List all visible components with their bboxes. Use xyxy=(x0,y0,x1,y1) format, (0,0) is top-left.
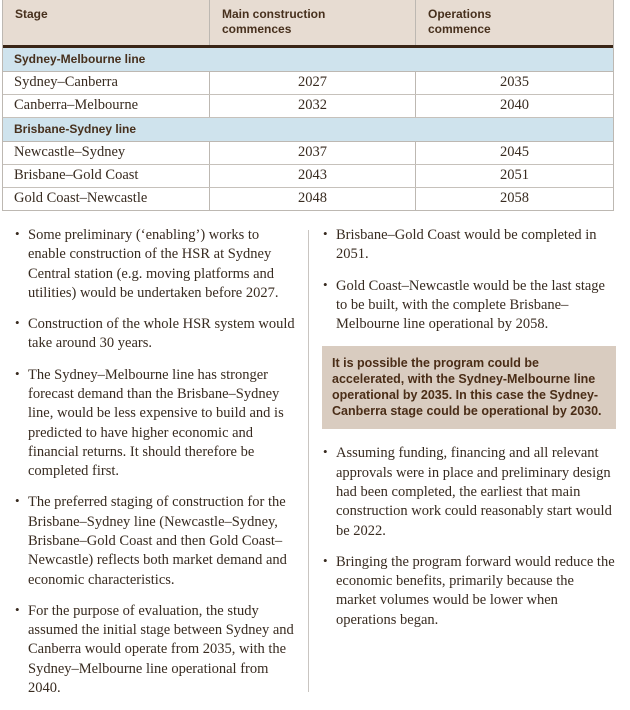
operations-year-cell: 2040 xyxy=(415,95,613,117)
column-header-operations: Operations commence xyxy=(415,0,613,45)
section-header-sydney-melbourne: Sydney-Melbourne line xyxy=(3,48,613,72)
table-row xyxy=(3,72,613,95)
construction-year-cell: 2037 xyxy=(209,142,415,164)
bullet-item: • The Sydney–Melbourne line has stronger forecast demand than the Brisbane–Sydney line, would be less expensive to build and is predicted to have higher economic and financial returns. It should therefore be completed first. xyxy=(14,366,298,482)
stage-cell: Gold Coast–Newcastle xyxy=(14,190,148,206)
table-row xyxy=(3,142,613,165)
right-bullet-list-bottom xyxy=(322,444,616,630)
bullet-item: • Bringing the program forward would reduce the economic benefits, primarily because the market volumes would be lower when operations began. xyxy=(322,553,616,630)
table-row xyxy=(3,188,613,210)
left-bullet-list xyxy=(14,226,298,698)
column-header-construction: Main construction commences xyxy=(209,0,415,45)
construction-year-cell: 2048 xyxy=(209,188,415,210)
bullet-item: • Gold Coast–Newcastle would be the last stage to be built, with the complete Brisbane–Melbourne line operational by 2058. xyxy=(322,277,616,335)
notes-section xyxy=(0,224,630,710)
bullet-item: • Construction of the whole HSR system would take around 30 years. xyxy=(14,315,298,354)
table-row xyxy=(3,95,613,118)
stage-cell: Canberra–Melbourne xyxy=(14,97,139,113)
stage-cell: Brisbane–Gold Coast xyxy=(14,167,139,183)
bullet-item: • Brisbane–Gold Coast would be completed in 2051. xyxy=(322,226,616,265)
column-header-stage: Stage xyxy=(15,7,48,21)
bullet-item: • For the purpose of evaluation, the study assumed the initial stage between Sydney and Canberra would operate from 2035, with the Sydney–Melbourne line operational from 2040. xyxy=(14,602,298,698)
notes-left-column xyxy=(0,224,308,710)
construction-year-cell: 2032 xyxy=(209,95,415,117)
operations-year-cell: 2058 xyxy=(415,188,613,210)
bullet-item: • Some preliminary (‘enabling’) works to enable construction of the HSR at Sydney Central station (e.g. moving platforms and utilities) would be undertaken before 2027. xyxy=(14,226,298,303)
construction-year-cell: 2043 xyxy=(209,165,415,187)
operations-year-cell: 2035 xyxy=(415,72,613,94)
construction-year-cell: 2027 xyxy=(209,72,415,94)
table-row xyxy=(3,165,613,188)
acceleration-callout-box: It is possible the program could be accelerated, with the Sydney-Melbourne line operational by 2035. In this case the Sydney-Canberra stage could be operational by 2030. xyxy=(322,346,616,429)
construction-stages-table xyxy=(2,0,614,211)
bullet-item: • The preferred staging of construction for the Brisbane–Sydney line (Newcastle–Sydney, Brisbane–Gold Coast and then Gold Coast–Newcastle) reflects both market demand and economic characteristics. xyxy=(14,493,298,589)
section-header-brisbane-sydney: Brisbane-Sydney line xyxy=(3,118,613,142)
right-bullet-list-top xyxy=(322,226,616,334)
table-header-row xyxy=(3,0,613,48)
stage-cell: Sydney–Canberra xyxy=(14,74,118,90)
bullet-item: • Assuming funding, financing and all relevant approvals were in place and preliminary design had been completed, the earliest that main construction work could reasonably start would be 2022. xyxy=(322,444,616,540)
notes-right-column xyxy=(309,224,630,710)
operations-year-cell: 2045 xyxy=(415,142,613,164)
operations-year-cell: 2051 xyxy=(415,165,613,187)
stage-cell: Newcastle–Sydney xyxy=(14,144,126,160)
